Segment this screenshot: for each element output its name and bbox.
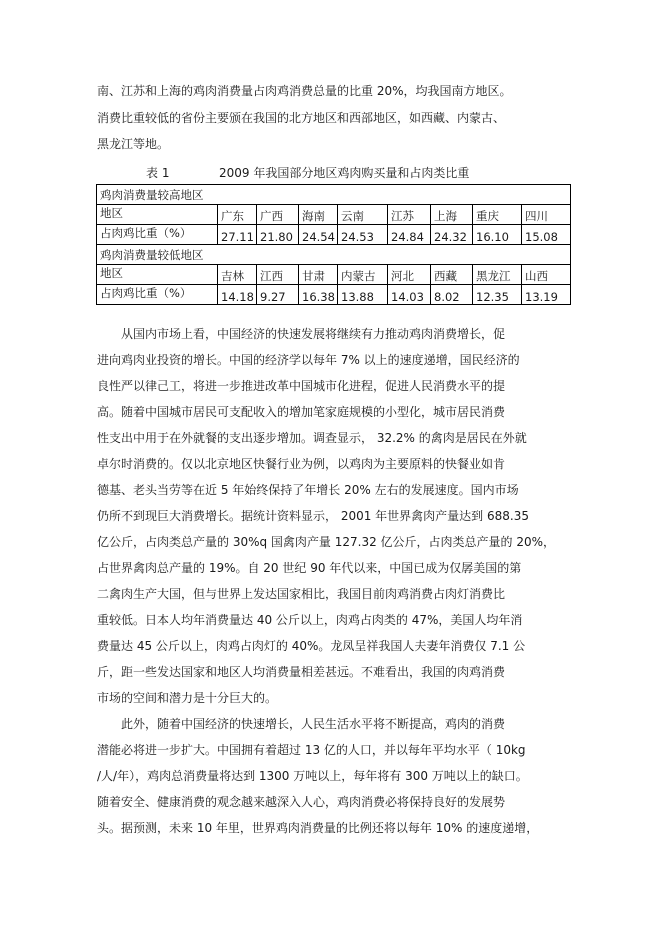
- body-line: 市场的空间和潜力是十分巨大的。: [97, 691, 278, 705]
- region-cell: 海南: [299, 205, 338, 225]
- body-line: 随着安全、健康消费的观念越来越深入人心，鸡肉消费必将保持良好的发展势: [97, 795, 506, 809]
- region-cell: 山西: [522, 265, 571, 285]
- region-cell: 吉林: [218, 265, 257, 285]
- body-line: 占世界禽肉总产量的 19%。自 20 世纪 90 年代以来，中国已成为仅孱美国的第: [97, 561, 522, 575]
- body-line: 良性严以律己工，将进一步推进改革中国城市化进程，促进人民消费水平的提: [97, 379, 506, 393]
- ratio-label-high: 占肉鸡比重（%）: [97, 225, 218, 245]
- ratio-cell: 15.08: [522, 225, 571, 245]
- region-cell: 江西: [257, 265, 299, 285]
- intro-line-3: 黑龙江等地。: [97, 137, 170, 151]
- body-line: 亿公斤，占肉类总产量的 30%q 国禽肉产量 127.32 亿公斤，占肉类总产量的 20%，: [97, 535, 556, 549]
- ratio-cell: 9.27: [257, 285, 299, 305]
- ratio-label-low: 占肉鸡比重（%）: [97, 285, 218, 305]
- section-title-low: 鸡肉消费量较低地区: [97, 245, 571, 265]
- body-line: 费量达 45 公斤以上，肉鸡占肉灯的 40%。龙凤呈祥我国人夫妻年消费仅 7.1 公: [97, 639, 526, 653]
- table-row: [97, 205, 571, 225]
- ratio-cell: 16.10: [473, 225, 522, 245]
- body-line: 二禽肉生产大国，但与世界上发达国家相比，我国目前肉鸡消费占肉灯消费比: [97, 587, 506, 601]
- ratio-cell: 27.11: [218, 225, 257, 245]
- ratio-cell: 12.35: [473, 285, 522, 305]
- ratio-cell: 24.32: [431, 225, 473, 245]
- table-row: [97, 265, 571, 285]
- region-label-high: 地区: [97, 205, 218, 225]
- region-cell: 甘肃: [299, 265, 338, 285]
- table-caption-title: 2009 年我国部分地区鸡肉购买量和占肉类比重: [219, 166, 470, 180]
- table-caption-label: 表 1: [146, 166, 170, 180]
- region-cell: 西藏: [431, 265, 473, 285]
- region-cell: 黑龙江: [473, 265, 522, 285]
- body-line: 此外，随着中国经济的快速增长，人民生活水平将不断提高，鸡肉的消费: [121, 717, 506, 731]
- region-label-low: 地区: [97, 265, 218, 285]
- section-title-high: 鸡肉消费量较高地区: [97, 185, 571, 205]
- ratio-cell: 24.84: [388, 225, 431, 245]
- ratio-cell: 16.38: [299, 285, 338, 305]
- meat-ratio-table: [96, 184, 571, 305]
- body-line: 头。据预测，未来 10 年里，世界鸡肉消费量的比例还将以每年 10% 的速度递增，: [97, 821, 539, 835]
- ratio-cell: 24.53: [338, 225, 388, 245]
- body-line: 性支出中用于在外就餐的支出逐步增加。调查显示， 32.2% 的禽肉是居民在外就: [97, 431, 527, 445]
- body-line: 高。随着中国城市居民可支配收入的增加笔家庭规模的小型化，城市居民消费: [97, 405, 506, 419]
- ratio-cell: 24.54: [299, 225, 338, 245]
- body-line: 重较低。日本人均年消费量达 40 公斤以上，肉鸡占肉类的 47%，美国人均年消: [97, 613, 523, 627]
- ratio-cell: 21.80: [257, 225, 299, 245]
- body-line: 从国内市场上看，中国经济的快速发展将继续有力推动鸡肉消费增长，促: [121, 327, 506, 341]
- region-cell: 重庆: [473, 205, 522, 225]
- region-cell: 广西: [257, 205, 299, 225]
- ratio-cell: 14.03: [388, 285, 431, 305]
- body-line: 仍所不到现巨大消费增长。据统计资料显示， 2001 年世界禽肉产量达到 688.35: [97, 509, 529, 523]
- region-cell: 广东: [218, 205, 257, 225]
- body-line: 德基、老头当劳等在近 5 年始终保持了年增长 20% 左右的发展速度。国内市场: [97, 483, 519, 497]
- ratio-cell: 8.02: [431, 285, 473, 305]
- region-cell: 江苏: [388, 205, 431, 225]
- ratio-cell: 13.88: [338, 285, 388, 305]
- table-row: [97, 285, 571, 305]
- body-line: 斤，距一些发达国家和地区人均消费量相差甚远。不难看出，我国的肉鸡消费: [97, 665, 506, 679]
- body-line: /人/年），鸡肉总消费量将达到 1300 万吨以上，每年将有 300 万吨以上的缺口。: [97, 769, 528, 783]
- body-line: 卓尔时消费的。仅以北京地区快餐行业为例，以鸡肉为主要原料的快餐业如肯: [97, 457, 506, 471]
- region-cell: 内蒙古: [338, 265, 388, 285]
- table-row: [97, 225, 571, 245]
- ratio-cell: 13.19: [522, 285, 571, 305]
- body-line: 潜能必将进一步扩大。中国拥有着超过 13 亿的人口，并以每年平均水平（ 10kg: [97, 743, 526, 757]
- intro-line-1: 南、江苏和上海的鸡肉消费量占肉鸡消费总量的比重 20%，均我国南方地区。: [97, 84, 512, 98]
- body-line: 进向鸡肉业投资的增长。中国的经济学以每年 7% 以上的速度递增，国民经济的: [97, 353, 520, 367]
- region-cell: 云南: [338, 205, 388, 225]
- region-cell: 四川: [522, 205, 571, 225]
- section-header-low: [97, 245, 571, 265]
- region-cell: 河北: [388, 265, 431, 285]
- section-header-high: [97, 185, 571, 205]
- region-cell: 上海: [431, 205, 473, 225]
- ratio-cell: 14.18: [218, 285, 257, 305]
- intro-line-2: 消费比重较低的省份主要颁在我国的北方地区和西部地区，如西藏、内蒙古、: [97, 111, 506, 125]
